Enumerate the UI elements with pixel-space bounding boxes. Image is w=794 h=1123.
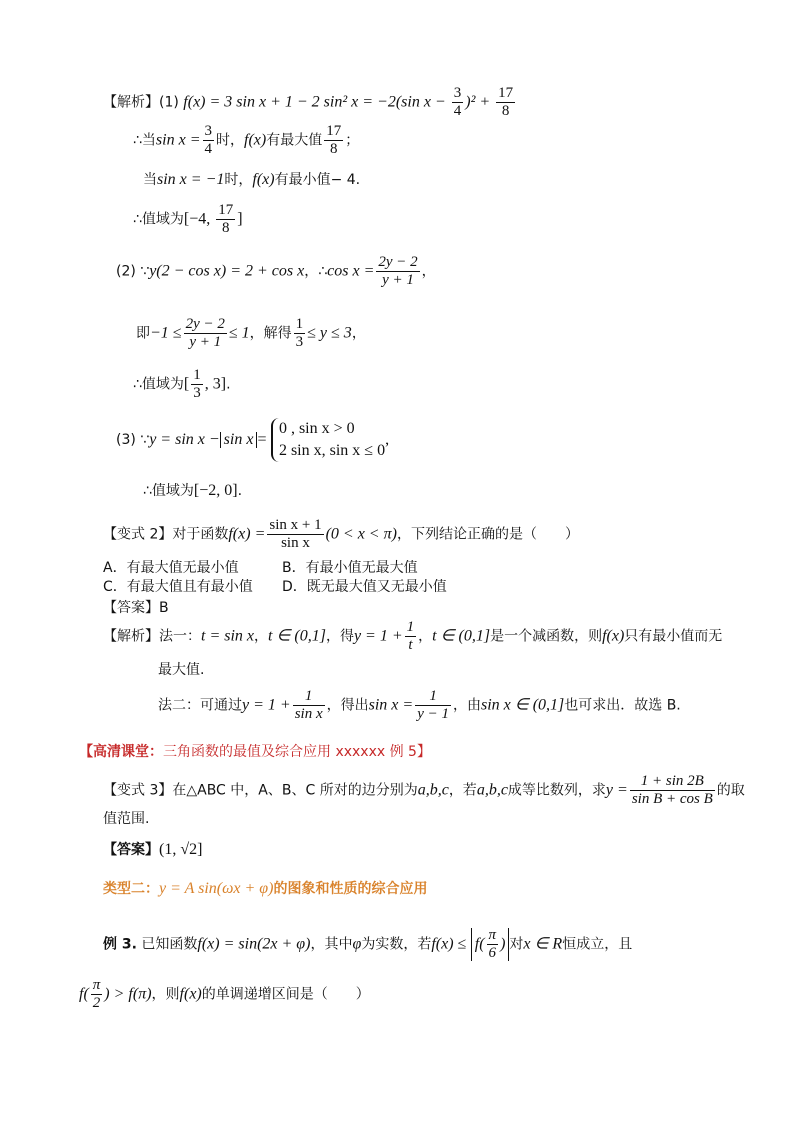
method-1-cont: 最大值. (158, 662, 205, 678)
answer-label: 【答案】B (103, 600, 169, 616)
example-3-line-2: f( $\frac{\pi}{2}$ ) > f(π)，则f(x)的单调递增区间是（ ） (79, 977, 370, 1011)
fraction: $\frac{3}{4}$ (453, 85, 462, 119)
option-d: D．既无最大值又无最小值 (282, 579, 447, 595)
solution-3-line: (3) ∵y = sin x − sin x = 0 , sin x > 0 2 sin x, sin x ≤ 0 , (116, 418, 389, 462)
fraction: $\frac{\text{sin x + 1}}{\text{sin x}}$ (269, 517, 322, 551)
absolute-value: f( $\frac{\pi}{6}$ ) (471, 928, 510, 961)
max-value-line: ∴当sin x = $\frac{3}{4}$ 时，f(x)有最大值 $\frac{17}{8}$ ； (133, 123, 360, 157)
fraction: $\frac{2y - 2}{y + 1}$ (378, 254, 418, 288)
variant-3-question: 【变式 3】在△ABC 中，A、B、C 所对的边分别为a,b,c，若a,b,c成等比数列，求y = $\frac{1 + \sin 2B}{\text{sin B + cos B}}$ 的取 (103, 773, 745, 807)
fraction: $\frac{1}{t}$ (406, 619, 415, 653)
fraction: $\frac{1}{3}$ (193, 367, 201, 401)
option-a: A．有最大值无最小值 (103, 560, 239, 576)
variant-3-answer: 【答案】(1, √2] (103, 841, 203, 858)
option-b: B．有最小值无最大值 (282, 560, 418, 576)
option-c: C．有最大值且有最小值 (103, 579, 253, 595)
variant-3-cont: 值范围. (103, 811, 150, 827)
min-value-line: 当sin x = −1时，f(x)有最小值− 4. (143, 171, 361, 188)
fraction: $\frac{3}{4}$ (204, 123, 212, 157)
fraction: $\frac{2y - 2}{y + 1}$ (185, 316, 225, 350)
piecewise-cases: 0 , sin x > 0 2 sin x, sin x ≤ 0 (271, 418, 385, 462)
fraction: $\frac{\pi}{6}$ (488, 927, 497, 961)
example-3-line-1: 例 3. 已知函数f(x) = sin(2x + φ)，其中φ为实数，若f(x) ≤ f( $\frac{\pi}{6}$ ) 对x ∈ R恒成立，且 (103, 927, 633, 961)
method-2-line: 法二：可通过y = 1 + $\frac{1}{\text{sin x}}$ ，得出sin x = $\frac{1}{y - 1}$ ，由sin x ∈ (0,1]也可求出．故选 B. (158, 688, 681, 722)
variant-2-question: 【变式 2】对于函数f(x) = $\frac{\text{sin x + 1}}{\text{sin x}}$ (0 < x < π)，下列结论正确的是（ ） (103, 517, 579, 551)
solution-2-line: (2) ∵y(2 − cos x) = 2 + cos x，∴cos x = $\frac{2y - 2}{y + 1}$ ， (116, 254, 436, 288)
fraction: $\frac{17}{8}$ (498, 85, 514, 119)
fraction: $\frac{1}{y - 1}$ (417, 688, 449, 722)
range-line-3: ∴值域为[−2, 0]. (143, 482, 243, 499)
solution-1-line: 【解析】(1) f(x) = 3 sin x + 1 − 2 sin² x = −2(sin x − $\frac{3}{4}$ )² + $\frac{17}{8}$ (103, 85, 514, 119)
method-1-line: 【解析】法一：t = sin x，t ∈ (0,1]，得y = 1 + $\frac{1}{t}$ ，t ∈ (0,1]是一个减函数，则f(x)只有最小值而无 (103, 619, 723, 653)
fraction: $\frac{\pi}{2}$ (92, 977, 101, 1011)
classroom-heading: 【高清课堂：三角函数的最值及综合应用 xxxxxx 例 5】 (79, 744, 431, 760)
fraction: $\frac{17}{8}$ (218, 202, 234, 236)
absolute-value: sin x (220, 432, 258, 448)
fraction: $\frac{1}{\text{sin x}}$ (294, 688, 323, 722)
inequality-line: 即−1 ≤ $\frac{2y - 2}{y + 1}$ ≤ 1，解得 $\frac{1}{3}$ ≤ y ≤ 3， (136, 316, 366, 350)
fraction: $\frac{1 + \sin 2B}{\text{sin B + cos B}}$ (631, 773, 713, 807)
solution-label: 【解析】(1) (103, 94, 179, 111)
fraction: $\frac{1}{3}$ (295, 316, 304, 350)
range-line-2: ∴值域为[ $\frac{1}{3}$ , 3]. (133, 367, 231, 401)
range-line-1: ∴值域为[−4, $\frac{17}{8}$ ] (133, 202, 243, 236)
fraction: $\frac{17}{8}$ (326, 123, 342, 157)
type-2-heading: 类型二：y = A sin(ωx + φ)的图象和性质的综合应用 (103, 880, 428, 897)
